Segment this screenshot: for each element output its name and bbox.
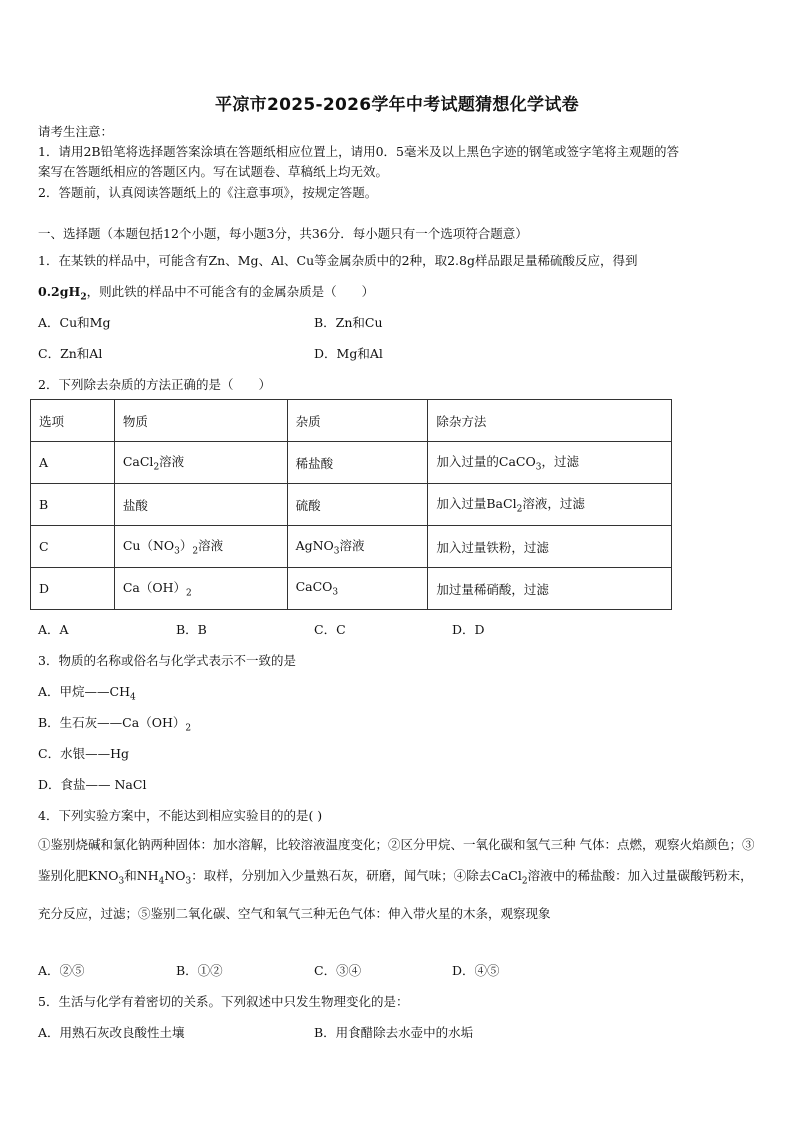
- q4-stem: 4．下列实验方案中，不能达到相应实验目的的是( ): [38, 808, 323, 823]
- cell-text: 溶液: [339, 538, 365, 554]
- q2-stem: 2．下列除去杂质的方法正确的是（ ）: [38, 377, 271, 392]
- q1-text-tail: ，则此铁的样品中不可能含有的金属杂质是（ ）: [86, 284, 375, 299]
- table-cell-substance: 盐酸: [114, 484, 287, 526]
- table-cell-method: 加过量稀硝酸，过滤: [428, 568, 672, 610]
- q1-stem-line-2: [38, 282, 374, 303]
- q2-option-d: D．D: [452, 622, 485, 637]
- table-header-row: [31, 400, 672, 442]
- q2-table: [30, 399, 672, 610]
- table-row: [31, 484, 672, 526]
- q4-option-b: B．①②: [176, 963, 223, 978]
- q3-option-d: D．食盐—— NaCl: [38, 777, 147, 792]
- cell-text: ，过滤: [541, 454, 579, 470]
- q1-option-c: C．Zn和Al: [38, 346, 103, 361]
- q2-option-a: A．A: [38, 622, 69, 637]
- table-row: [31, 442, 672, 484]
- section-heading: 一、选择题（本题包括12个小题，每小题3分，共36分．每小题只有一个选项符合题意）: [38, 226, 528, 241]
- cell-sub: 2: [186, 588, 192, 599]
- cell-text: 溶液，过滤: [522, 496, 585, 512]
- option-text: A．甲烷——CH: [38, 684, 130, 699]
- q4-option-d: D．④⑤: [452, 963, 500, 978]
- table-cell-impurity: 稀盐酸: [287, 442, 428, 484]
- q4-option-c: C．③④: [314, 963, 362, 978]
- table-cell-impurity: [287, 526, 428, 568]
- q4-sub: 2: [521, 876, 528, 887]
- q1-option-b: B．Zn和Cu: [314, 315, 383, 330]
- q4-body: [38, 829, 758, 929]
- q4-text: ①鉴别烧碱和氯化钠两种固体：加水溶解，比较溶液温度变化；②区分甲烷、一氧化碳和氢气三种 气体：点燃，观察火焰颜色；③鉴别化肥KNO: [38, 837, 755, 883]
- table-cell-option: C: [31, 526, 115, 568]
- table-cell-method: [428, 484, 672, 526]
- option-sub: 4: [130, 692, 136, 703]
- notice-heading: 请考生注意：: [38, 124, 114, 139]
- table-header-cell: 除杂方法: [428, 400, 672, 442]
- table-cell-option: B: [31, 484, 115, 526]
- table-cell-method: 加入过量铁粉，过滤: [428, 526, 672, 568]
- cell-text: Cu（NO: [122, 538, 175, 554]
- q3-option-a: [38, 682, 136, 703]
- table-cell-option: A: [31, 442, 115, 484]
- q5-option-b: B．用食醋除去水壶中的水垢: [314, 1025, 474, 1040]
- q4-text: 溶液中的稀盐酸：加入过量碳酸钙粉末，充分反应，过滤；⑤鉴别二氧化碳、空气和氧气三种无色气体：伸入带火星的木条，观察现象: [38, 868, 753, 921]
- table-cell-option: D: [31, 568, 115, 610]
- cell-text: AgNO: [295, 538, 334, 554]
- q1-option-a: A．Cu和Mg: [38, 315, 111, 330]
- table-cell-substance: [114, 442, 287, 484]
- q3-stem: 3．物质的名称或俗名与化学式表示不一致的是: [38, 653, 296, 668]
- cell-text: 溶液: [198, 538, 224, 554]
- cell-sub: 2: [153, 462, 160, 473]
- q4-sub: 3: [185, 876, 192, 887]
- option-sub: 2: [185, 723, 192, 734]
- q2-option-c: C．C: [314, 622, 346, 637]
- q2-option-b: B．B: [176, 622, 207, 637]
- cell-text: 加入过量的CaCO: [436, 454, 536, 470]
- table-row: [31, 568, 672, 610]
- table-cell-impurity: [287, 568, 428, 610]
- table-row: [31, 526, 672, 568]
- q4-sub: 3: [118, 876, 125, 887]
- q1-stem-line-1: 1．在某铁的样品中，可能含有Zn、Mg、Al、Cu等金属杂质中的2种，取2.8g样品跟足量稀硫酸反应，得到: [38, 253, 638, 268]
- table-cell-method: [428, 442, 672, 484]
- page-title: 平凉市2025-2026学年中考试题猜想化学试卷: [215, 95, 579, 115]
- q1-option-d: D．Mg和Al: [314, 346, 383, 361]
- notice-item-2: 2．答题前，认真阅读答题纸上的《注意事项》，按规定答题。: [38, 185, 378, 200]
- cell-text: ）: [179, 538, 193, 554]
- cell-text: Ca（OH）: [122, 580, 187, 596]
- q5-stem: 5．生活与化学有着密切的关系。下列叙述中只发生物理变化的是：: [38, 994, 409, 1009]
- q3-option-b: [38, 713, 191, 734]
- q3-option-c: C．水银——Hg: [38, 746, 129, 761]
- table-header-cell: 物质: [114, 400, 287, 442]
- cell-sub: 2: [516, 504, 523, 515]
- cell-sub: 3: [332, 587, 339, 598]
- q4-text: NO: [164, 868, 186, 883]
- notice-item-1-line-2: 案写在答题纸相应的答题区内。写在试题卷、草稿纸上均无效。: [38, 164, 389, 179]
- table-header-cell: 杂质: [287, 400, 428, 442]
- table-cell-substance: [114, 568, 287, 610]
- q4-text: 和NH: [124, 868, 159, 883]
- cell-sub: 2: [192, 546, 199, 557]
- q4-text: ：取样，分别加入少量熟石灰，研磨，闻气味；④除去CaCl: [191, 868, 522, 883]
- q5-option-a: A．用熟石灰改良酸性土壤: [38, 1025, 185, 1040]
- cell-text: CaCO: [295, 579, 333, 595]
- cell-text: 加入过量BaCl: [436, 496, 517, 512]
- q4-option-a: A．②⑤: [38, 963, 85, 978]
- q4-sub: 4: [158, 876, 165, 887]
- cell-sub: 3: [535, 462, 542, 473]
- option-text: B．生石灰——Ca（OH）: [38, 715, 186, 730]
- cell-sub: 3: [333, 546, 340, 557]
- notice-item-1-line-1: 1．请用2B铅笔将选择题答案涂填在答题纸相应位置上，请用0．5毫米及以上黑色字迹的钢笔或签字笔将主观题的答: [38, 144, 679, 159]
- table-header-cell: 选项: [31, 400, 115, 442]
- cell-text: CaCl: [122, 454, 154, 470]
- table-cell-substance: [114, 526, 287, 568]
- q1-sub: 2: [80, 292, 87, 303]
- cell-text: 溶液: [159, 454, 185, 470]
- cell-sub: 3: [174, 546, 180, 557]
- table-cell-impurity: 硫酸: [287, 484, 428, 526]
- q1-text: 0.2gH: [38, 284, 81, 299]
